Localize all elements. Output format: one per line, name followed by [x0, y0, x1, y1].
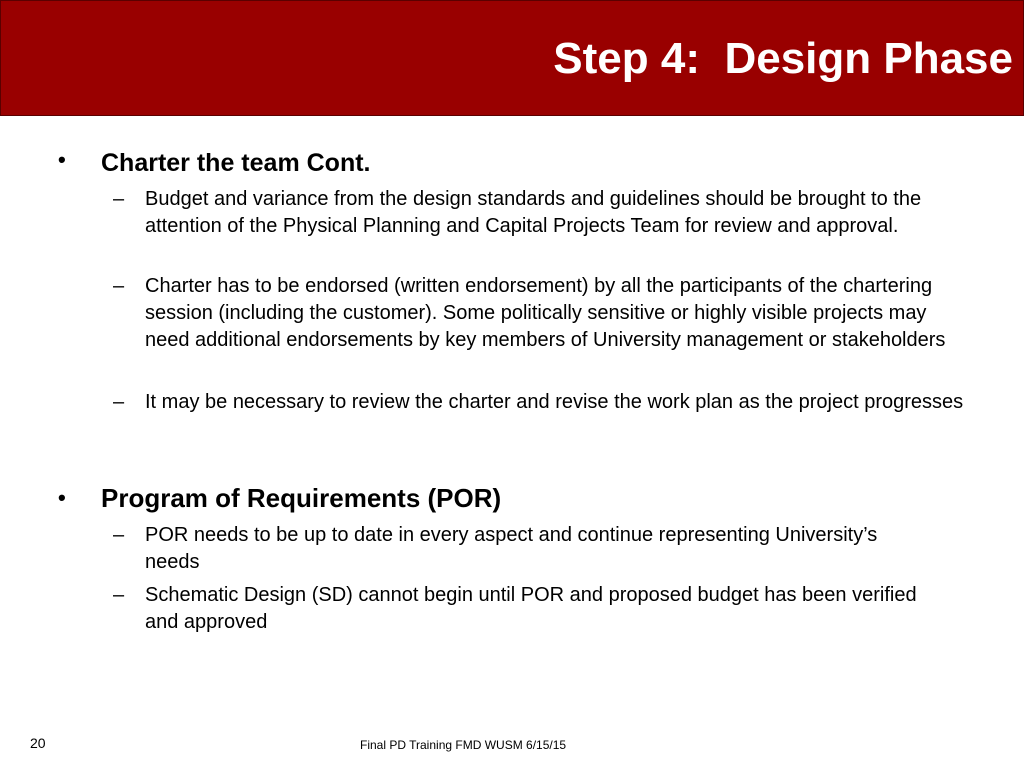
list-item-text: It may be necessary to review the charter and revise the work plan as the project progresses: [145, 391, 964, 413]
list-item-text: Budget and variance from the design standards and guidelines should be brought to the attention of the Physical Planning and Capital Projects Team for review and approval.: [145, 188, 922, 237]
dash-marker: –: [113, 188, 125, 210]
list-item-text: POR needs to be up to date in every aspect and continue representing University’s needs: [145, 524, 878, 573]
list-item-text: Schematic Design (SD) cannot begin until POR and proposed budget has been verified and approved: [145, 584, 917, 633]
section-heading: Charter the team Cont.: [101, 149, 371, 177]
bullet-marker: •: [58, 485, 66, 510]
page-number: 20: [30, 735, 46, 751]
bullet-marker: •: [58, 147, 66, 172]
dash-marker: –: [113, 391, 125, 413]
slide-title: Step 4: Design Phase: [553, 34, 1013, 83]
dash-marker: –: [113, 584, 125, 606]
dash-marker: –: [113, 275, 125, 297]
section-heading: Program of Requirements (POR): [101, 483, 502, 513]
dash-marker: –: [113, 524, 125, 546]
footer-text: Final PD Training FMD WUSM 6/15/15: [360, 738, 567, 752]
list-item-text: Charter has to be endorsed (written endorsement) by all the participants of the chartering session (including the customer). Some politically sensitive or highly visible projects may need additional endorsements by key members of University management or stakeholders: [145, 275, 946, 351]
